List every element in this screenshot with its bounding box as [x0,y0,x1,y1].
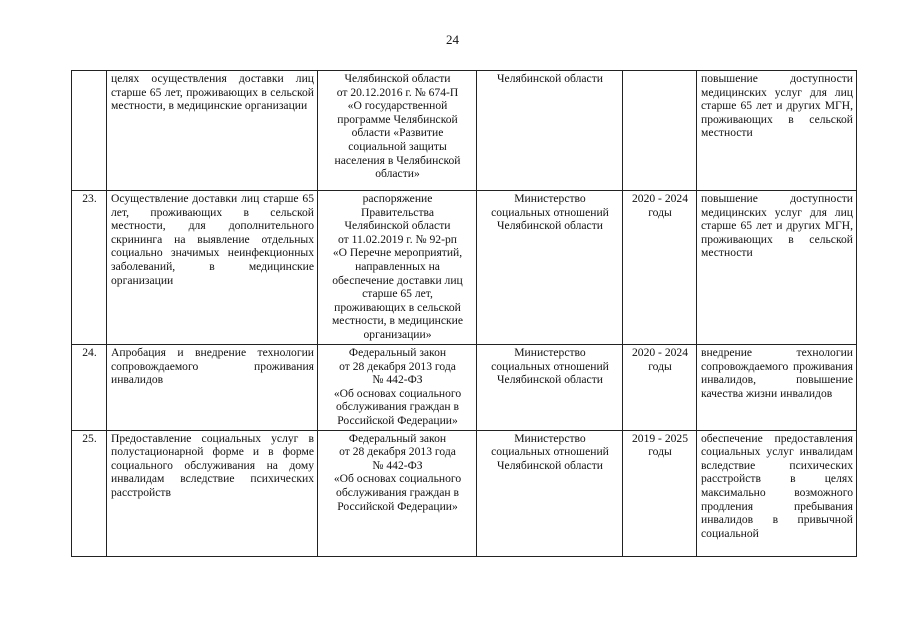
legal-basis-line: населения в Челябинской [334,153,461,167]
row-number: 25. [72,430,107,556]
executor [477,345,623,431]
legal-basis [318,71,477,191]
legal-basis-line: Челябинской области [344,72,451,85]
executor-line: социальных отношений [491,205,609,219]
expected-result: повышение доступности медицинских услуг для лиц старше 65 лет и других МГН, проживающих в сельской местности [697,191,857,345]
expected-result: повышение доступности медицинских услуг для лиц старше 65 лет и других МГН, проживающих в сельской местности [697,71,857,191]
term-unit: годы [648,445,672,459]
executor [477,191,623,345]
legal-basis-line: программе Челябинской [337,112,458,126]
legal-basis-line: «Об основах социального [333,472,462,486]
legal-basis-line: Федеральный закон [348,431,447,445]
legal-basis [318,191,477,345]
executor-line: Министерство [514,346,586,359]
legal-basis-line: от 20.12.2016 г. № 674-П [336,85,459,99]
table-row [72,71,857,191]
row-number: 23. [72,191,107,345]
row-number: 24. [72,345,107,431]
legal-basis-line: «О Перечне мероприятий, [332,246,463,260]
executor-line: Челябинской области [497,219,603,233]
executor-line: Министерство [514,431,586,445]
table-row [72,191,857,345]
legal-basis-line: Российской Федерации» [337,413,458,427]
term [623,71,697,191]
legal-basis-line: социальной защиты [348,139,447,153]
legal-basis-line: № 442-ФЗ [372,373,423,387]
legal-basis-line: от 28 декабря 2013 года [339,445,456,459]
executor-line: социальных отношений [491,359,609,373]
measure-name: Осуществление доставки лиц старше 65 лет, проживающих в сельской местности, для дополнительного скрининга на выявление отдельных социально значимых неинфекционных заболеваний, в медицинские организации [107,191,318,345]
expected-result: обеспечение предоставления социальных услуг инвалидам вследствие психических расстройств в целях максимально возможного продления пребывания инвалидов в привычной социальной [697,430,857,556]
legal-basis [318,345,477,431]
executor [477,71,623,191]
expected-result: внедрение технологии сопровождаемого проживания инвалидов, повышение качества жизни инвалидов [697,345,857,431]
term [623,191,697,345]
term-unit: годы [648,205,672,219]
term-years: 2020 - 2024 [631,192,689,205]
legal-basis-line: проживающих в сельской [334,300,461,314]
term [623,345,697,431]
legal-basis-line: обеспечение доставки лиц [332,273,463,287]
measure-name: Предоставление социальных услуг в полустационарной форме и в форме социального обслуживания на дому инвалидам вследствие психических расстройств [107,430,318,556]
term [623,430,697,556]
table-row [72,345,857,431]
executor-line: Челябинской области [497,72,603,85]
executor-line: социальных отношений [491,445,609,459]
legal-basis-line: «О государственной [347,99,448,113]
legal-basis-line: от 11.02.2019 г. № 92-рп [338,232,457,246]
table-row [72,430,857,556]
executor-line: Челябинской области [497,458,603,472]
term-unit: годы [648,359,672,373]
measures-table [71,70,857,557]
legal-basis-line: распоряжение [362,192,433,205]
measure-name: целях осуществления доставки лиц старше 65 лет, проживающих в сельской местности, в медицинские организации [107,71,318,191]
executor [477,430,623,556]
legal-basis-line: Федеральный закон [348,346,447,359]
legal-basis-line: организации» [363,327,432,341]
measure-name: Апробация и внедрение технологии сопровождаемого проживания инвалидов [107,345,318,431]
legal-basis-line: № 442-ФЗ [372,458,423,472]
legal-basis-line: области «Развитие [351,126,444,140]
legal-basis-line: местности, в медицинские [331,314,464,328]
legal-basis-line: Челябинской области [344,219,451,233]
legal-basis-line: Правительства [361,205,434,219]
page-number: 24 [446,32,459,47]
executor-line: Челябинской области [497,373,603,387]
legal-basis-line: обслуживания граждан в [336,400,459,414]
legal-basis-line: направленных на [355,259,440,273]
legal-basis-line: области» [375,167,420,181]
legal-basis-line: Российской Федерации» [337,499,458,513]
row-number [72,71,107,191]
legal-basis [318,430,477,556]
legal-basis-line: от 28 декабря 2013 года [339,359,456,373]
legal-basis-line: «Об основах социального [333,386,462,400]
executor-line: Министерство [514,192,586,205]
legal-basis-line: старше 65 лет, [362,287,433,301]
term-years: 2020 - 2024 [631,346,689,359]
legal-basis-line: обслуживания граждан в [336,485,459,499]
term-years: 2019 - 2025 [631,431,689,445]
